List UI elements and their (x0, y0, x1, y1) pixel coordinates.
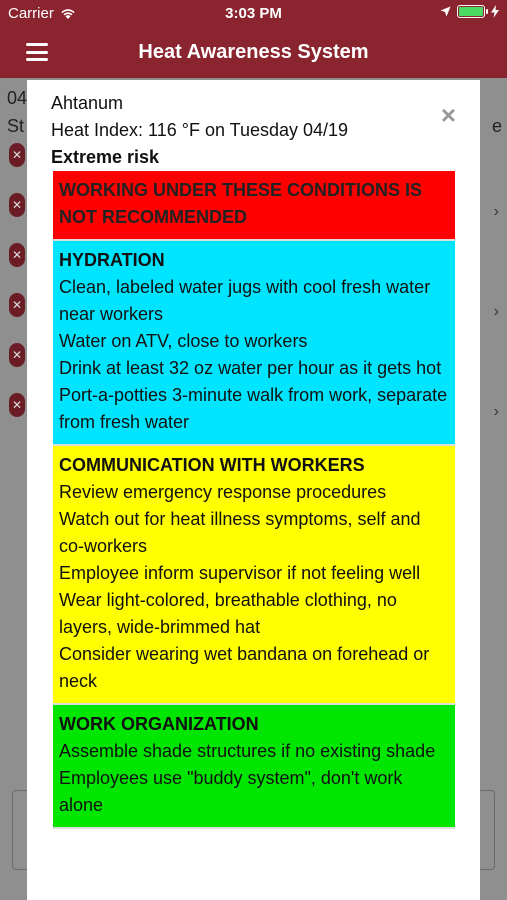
remove-icon[interactable]: ✕ (9, 393, 25, 417)
background-row-text-right: e (491, 116, 502, 136)
list-item: Employee inform supervisor if not feeling well (59, 563, 421, 583)
carrier-label: Carrier (8, 5, 54, 22)
list-item: Review emergency response procedures (59, 482, 387, 502)
app-title: Heat Awareness System (138, 41, 369, 63)
list-item: Drink at least 32 oz water per hour as it gets hot (59, 358, 442, 378)
risk-modal (27, 80, 480, 900)
hydration-section (53, 241, 455, 446)
status-bar (0, 0, 507, 28)
list-item: Wear light-colored, breathable clothing, no layers, wide-brimmed hat (59, 590, 397, 637)
location-arrow-icon (440, 6, 451, 17)
list-item: Employees use "buddy system", don't work alone (59, 768, 403, 815)
battery-icon (457, 5, 485, 18)
recommendation-list (53, 171, 455, 829)
list-item: Consider wearing wet bandana on forehead or neck (59, 644, 430, 691)
charging-bolt-icon (491, 5, 499, 18)
warning-section (53, 171, 455, 241)
section-title: WORK ORGANIZATION (59, 714, 259, 734)
remove-icon[interactable]: ✕ (9, 243, 25, 267)
section-title: HYDRATION (59, 250, 165, 270)
background-row-text: St (7, 116, 25, 136)
remove-icon[interactable]: ✕ (9, 343, 25, 367)
list-item: Port-a-potties 3-minute walk from work, separate from fresh water (59, 385, 448, 432)
status-time: 3:03 PM (225, 5, 282, 22)
list-item: Watch out for heat illness symptoms, self and co-workers (59, 509, 421, 556)
heat-index-text: Heat Index: 116 °F on Tuesday 04/19 (51, 120, 349, 140)
remove-icon[interactable]: ✕ (9, 193, 25, 217)
location-name: Ahtanum (51, 93, 124, 113)
close-icon[interactable]: × (440, 100, 456, 130)
chevron-icon: › (493, 203, 499, 220)
chevron-icon: › (493, 403, 499, 420)
remove-icon[interactable]: ✕ (9, 143, 25, 167)
list-item: Clean, labeled water jugs with cool fresh water near workers (59, 277, 431, 324)
risk-level: Extreme risk (51, 147, 160, 167)
background-row-text: 04 (7, 88, 28, 108)
warning-title: WORKING UNDER THESE CONDITIONS IS NOT RECOMMENDED (59, 180, 423, 227)
chevron-icon: › (493, 303, 499, 320)
communication-section (53, 446, 455, 705)
nav-bar (0, 28, 507, 78)
remove-icon[interactable]: ✕ (9, 293, 25, 317)
section-title: COMMUNICATION WITH WORKERS (59, 455, 365, 475)
list-item: Assemble shade structures if no existing shade (59, 741, 436, 761)
status-right (440, 5, 499, 18)
work-organization-section (53, 705, 455, 829)
list-item: Water on ATV, close to workers (59, 331, 308, 351)
